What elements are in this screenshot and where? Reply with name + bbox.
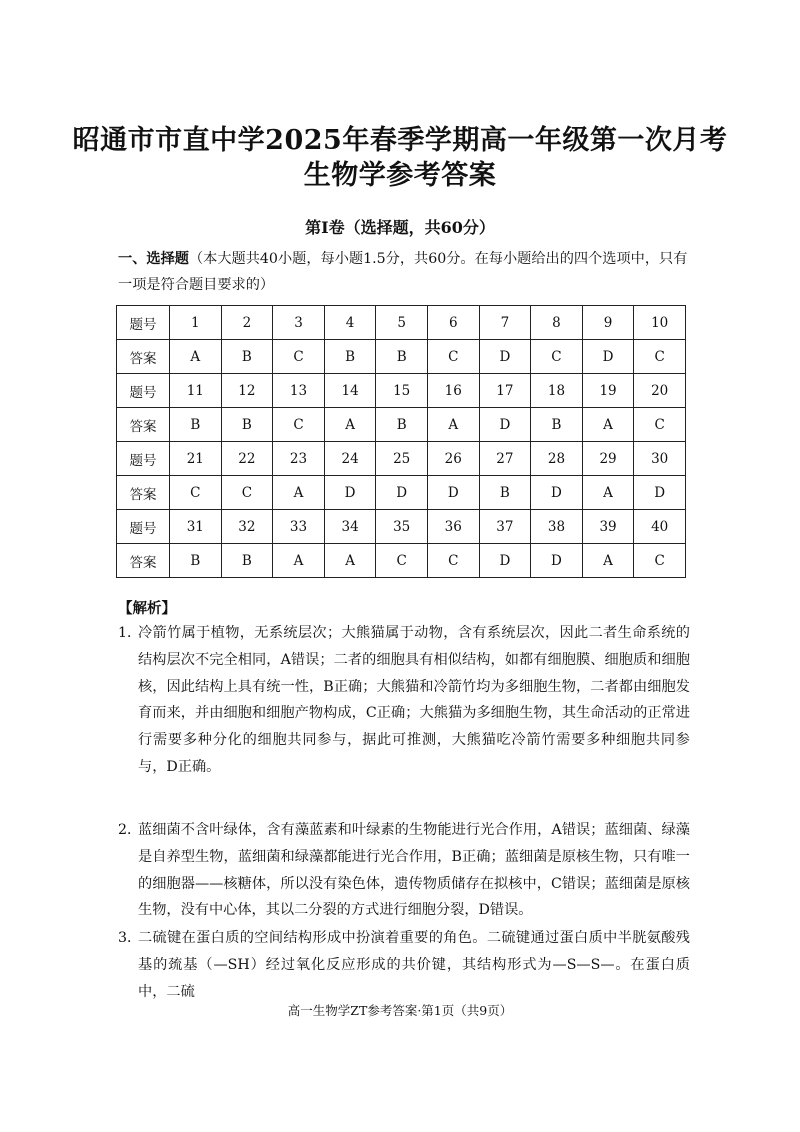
question-number-row — [117, 306, 686, 340]
question-number-cell: 9 — [582, 306, 634, 340]
question-number-cell: 33 — [273, 510, 325, 544]
section-title: 第Ⅰ卷（选择题，共60分） — [305, 218, 495, 237]
question-number-cell: 31 — [170, 510, 222, 544]
answer-cell: D — [531, 544, 583, 578]
question-number-cell: 15 — [376, 374, 428, 408]
question-number-cell: 37 — [479, 510, 531, 544]
answer-cell: C — [634, 340, 686, 374]
question-number-cell: 21 — [170, 442, 222, 476]
item-text: 二硫键在蛋白质的空间结构形成中扮演着重要的角色。二硫键通过蛋白质中半胱氨酸残基的巯基（—SH）经过氧化反应形成的共价键，其结构形式为—S—S—。在蛋白质中，二硫 — [138, 930, 690, 1000]
answer-cell: C — [427, 544, 479, 578]
question-number-cell: 26 — [427, 442, 479, 476]
question-number-cell: 1 — [170, 306, 222, 340]
question-number-cell: 7 — [479, 306, 531, 340]
row-label-question: 题号 — [117, 306, 170, 340]
answer-cell: A — [273, 476, 325, 510]
answer-cell: C — [273, 408, 325, 442]
question-number-row — [117, 442, 686, 476]
answer-cell: A — [582, 544, 634, 578]
answer-cell: D — [427, 476, 479, 510]
row-label-question: 题号 — [117, 374, 170, 408]
answer-cell: B — [531, 408, 583, 442]
item-text: 冷箭竹属于植物，无系统层次；大熊猫属于动物，含有系统层次，因此二者生命系统的结构层次不完全相同，A错误；二者的细胞具有相似结构，如都有细胞膜、细胞质和细胞核，因此结构上具有统一性，B正确；大熊猫和冷箭竹均为多细胞生物，二者都由细胞发育而来，并由细胞和细胞产物构成，C正确；大熊猫为多细胞生物，其生命活动的正常进行需要多种分化的细胞共同参与，据此可推测，大熊猫吃冷箭竹需要多种细胞共同参与，D正确。 — [138, 625, 690, 775]
answer-cell: D — [479, 340, 531, 374]
analysis-heading: 【解析】 — [118, 600, 176, 617]
question-number-cell: 28 — [531, 442, 583, 476]
answer-cell: C — [531, 340, 583, 374]
answer-cell: A — [582, 408, 634, 442]
question-number-cell: 29 — [582, 442, 634, 476]
answer-cell: B — [376, 340, 428, 374]
row-label-answer: 答案 — [117, 544, 170, 578]
question-number-cell: 34 — [324, 510, 376, 544]
answer-cell: C — [634, 408, 686, 442]
question-number-cell: 30 — [634, 442, 686, 476]
question-number-cell: 27 — [479, 442, 531, 476]
row-label-question: 题号 — [117, 442, 170, 476]
question-number-cell: 5 — [376, 306, 428, 340]
answer-cell: D — [634, 476, 686, 510]
answer-cell: D — [582, 340, 634, 374]
question-number-cell: 10 — [634, 306, 686, 340]
analysis-item-2 — [118, 817, 690, 924]
document-title-line1: 昭通市市直中学2025年春季学期高一年级第一次月考 — [72, 125, 728, 156]
answer-cell: C — [221, 476, 273, 510]
question-number-cell: 38 — [531, 510, 583, 544]
analysis-item-3 — [118, 925, 690, 1005]
question-number-cell: 17 — [479, 374, 531, 408]
question-number-cell: 24 — [324, 442, 376, 476]
question-number-cell: 3 — [273, 306, 325, 340]
answer-cell: A — [324, 544, 376, 578]
question-number-cell: 40 — [634, 510, 686, 544]
answer-cell: D — [531, 476, 583, 510]
question-number-cell: 20 — [634, 374, 686, 408]
question-number-cell: 19 — [582, 374, 634, 408]
document-title-line2: 生物学参考答案 — [303, 160, 497, 191]
answer-cell: B — [324, 340, 376, 374]
question-number-cell: 16 — [427, 374, 479, 408]
row-label-answer: 答案 — [117, 340, 170, 374]
question-number-cell: 6 — [427, 306, 479, 340]
answer-cell: C — [634, 544, 686, 578]
question-number-cell: 13 — [273, 374, 325, 408]
question-number-cell: 35 — [376, 510, 428, 544]
answer-cell: A — [582, 476, 634, 510]
answer-cell: C — [427, 340, 479, 374]
question-number-cell: 23 — [273, 442, 325, 476]
answer-cell: D — [479, 408, 531, 442]
question-number-cell: 39 — [582, 510, 634, 544]
answer-row — [117, 544, 686, 578]
item-number: 2． — [118, 822, 142, 838]
question-number-cell: 8 — [531, 306, 583, 340]
answer-cell: D — [479, 544, 531, 578]
answer-cell: A — [273, 544, 325, 578]
answer-cell: C — [376, 544, 428, 578]
question-number-cell: 11 — [170, 374, 222, 408]
question-number-cell: 25 — [376, 442, 428, 476]
answer-cell: B — [221, 408, 273, 442]
question-number-cell: 32 — [221, 510, 273, 544]
answer-row — [117, 340, 686, 374]
row-label-answer: 答案 — [117, 476, 170, 510]
row-label-question: 题号 — [117, 510, 170, 544]
question-number-cell: 2 — [221, 306, 273, 340]
question-number-cell: 22 — [221, 442, 273, 476]
answer-row — [117, 408, 686, 442]
question-number-cell: 4 — [324, 306, 376, 340]
answer-cell: C — [273, 340, 325, 374]
answer-cell: B — [376, 408, 428, 442]
answer-table — [116, 305, 686, 578]
answer-cell: B — [221, 544, 273, 578]
answer-cell: C — [170, 476, 222, 510]
item-text: 蓝细菌不含叶绿体，含有藻蓝素和叶绿素的生物能进行光合作用，A错误；蓝细菌、绿藻是自养型生物，蓝细菌和绿藻都能进行光合作用，B正确；蓝细菌是原核生物，只有唯一的细胞器——核糖体，所以没有染色体，遗传物质储存在拟核中，C错误；蓝细菌是原核生物，没有中心体，其以二分裂的方式进行细胞分裂，D错误。 — [138, 822, 690, 919]
answer-cell: B — [170, 544, 222, 578]
answer-cell: D — [376, 476, 428, 510]
answer-cell: B — [479, 476, 531, 510]
answer-cell: B — [221, 340, 273, 374]
row-label-answer: 答案 — [117, 408, 170, 442]
item-number: 1． — [118, 625, 142, 641]
answer-cell: A — [170, 340, 222, 374]
analysis-item-1 — [118, 620, 690, 781]
answer-cell: A — [324, 408, 376, 442]
answer-cell: B — [170, 408, 222, 442]
question-number-cell: 18 — [531, 374, 583, 408]
answer-row — [117, 476, 686, 510]
page-footer: 高一生物学ZT参考答案·第1页（共9页） — [287, 1003, 513, 1018]
intro-label: 一、选择题 — [118, 251, 189, 267]
question-number-cell: 14 — [324, 374, 376, 408]
intro-text: （本大题共40小题，每小题1.5分，共60分。在每小题给出的四个选项中，只有一项是符合题目要求的） — [118, 251, 688, 293]
question-number-cell: 12 — [221, 374, 273, 408]
question-number-row — [117, 374, 686, 408]
question-number-cell: 36 — [427, 510, 479, 544]
item-number: 3． — [118, 930, 142, 946]
answer-cell: A — [427, 408, 479, 442]
section-intro — [118, 246, 690, 298]
answer-cell: D — [324, 476, 376, 510]
question-number-row — [117, 510, 686, 544]
